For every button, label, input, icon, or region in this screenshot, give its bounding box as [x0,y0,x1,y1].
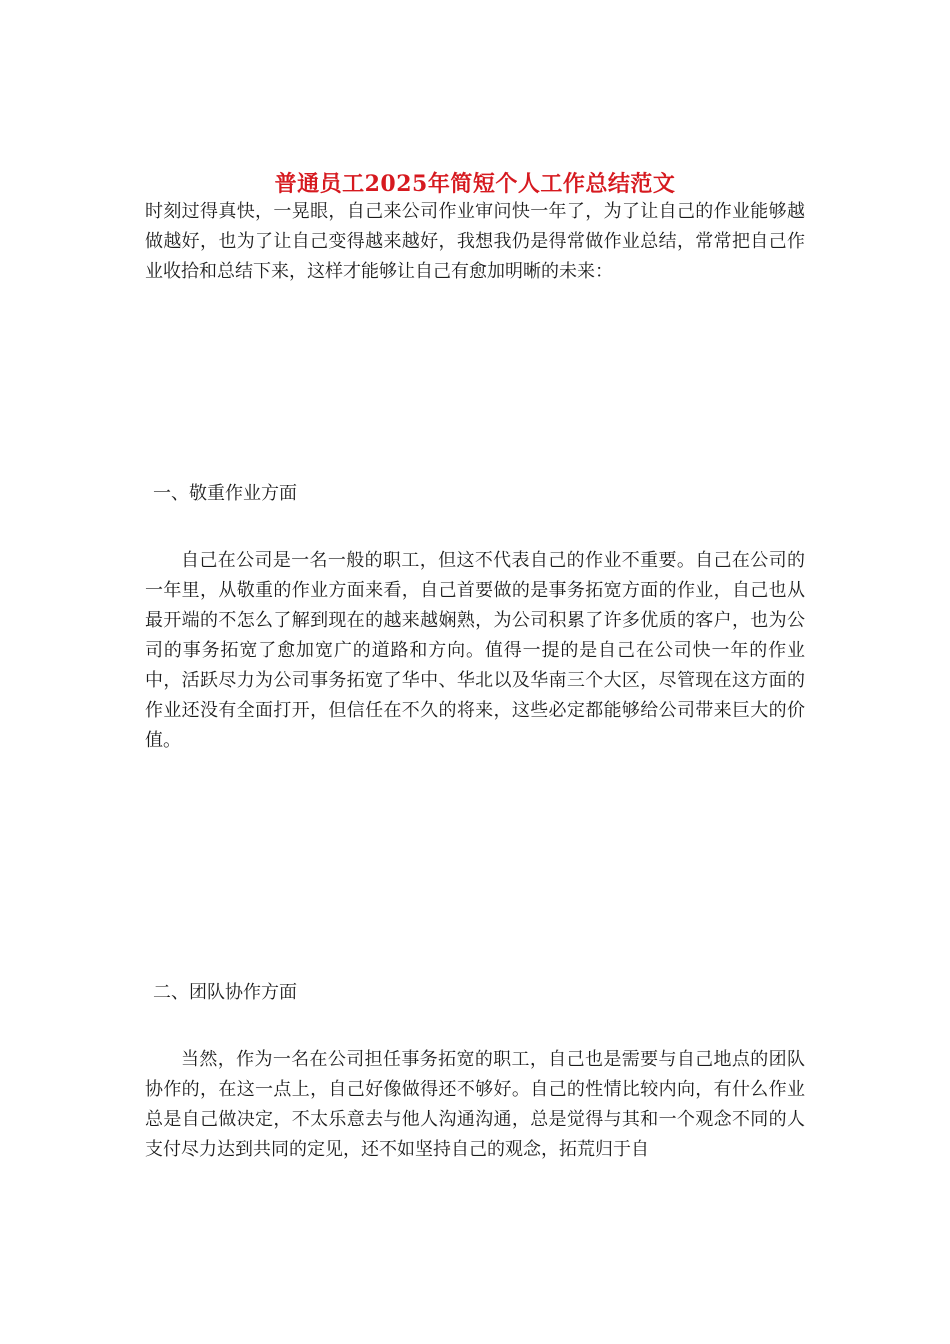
section-body-respect-work: 自己在公司是一名一般的职工，但这不代表自己的作业不重要。自己在公司的一年里，从敬重的作业方面来看，自己首要做的是事务拓宽方面的作业，自己也从最开端的不怎么了解到现在的越来越娴熟，为公司积累了许多优质的客户，也为公司的事务拓宽了愈加宽广的道路和方向。值得一提的是自己在公司快一年的作业中，活跃尽力为公司事务拓宽了华中、华北以及华南三个大区，尽管现在这方面的作业还没有全面打开，但信任在不久的将来，这些必定都能够给公司带来巨大的价值。 [145,550,805,751]
section-body-teamwork: 当然，作为一名在公司担任事务拓宽的职工，自己也是需要与自己地点的团队协作的，在这一点上，自己好像做得还不够好。自己的性情比较内向，有什么作业总是自己做决定，不太乐意去与他人沟通沟通，总是觉得与其和一个观念不同的人支付尽力达到共同的定见，还不如坚持自己的观念，拓荒归于自 [145,1049,805,1160]
intro-paragraph: 时刻过得真快，一晃眼，自己来公司作业审问快一年了，为了让自己的作业能够越做越好，也为了让自己变得越来越好，我想我仍是得常做作业总结，常常把自己作业收拾和总结下来，这样才能够让自己有愈加明晰的未来： [145,201,805,282]
document-title: 普通员工2025年简短个人工作总结范文 [274,170,676,197]
section-heading-teamwork: 二、团队协作方面 [153,982,297,1003]
section-heading-respect-work: 一、敬重作业方面 [153,483,297,504]
